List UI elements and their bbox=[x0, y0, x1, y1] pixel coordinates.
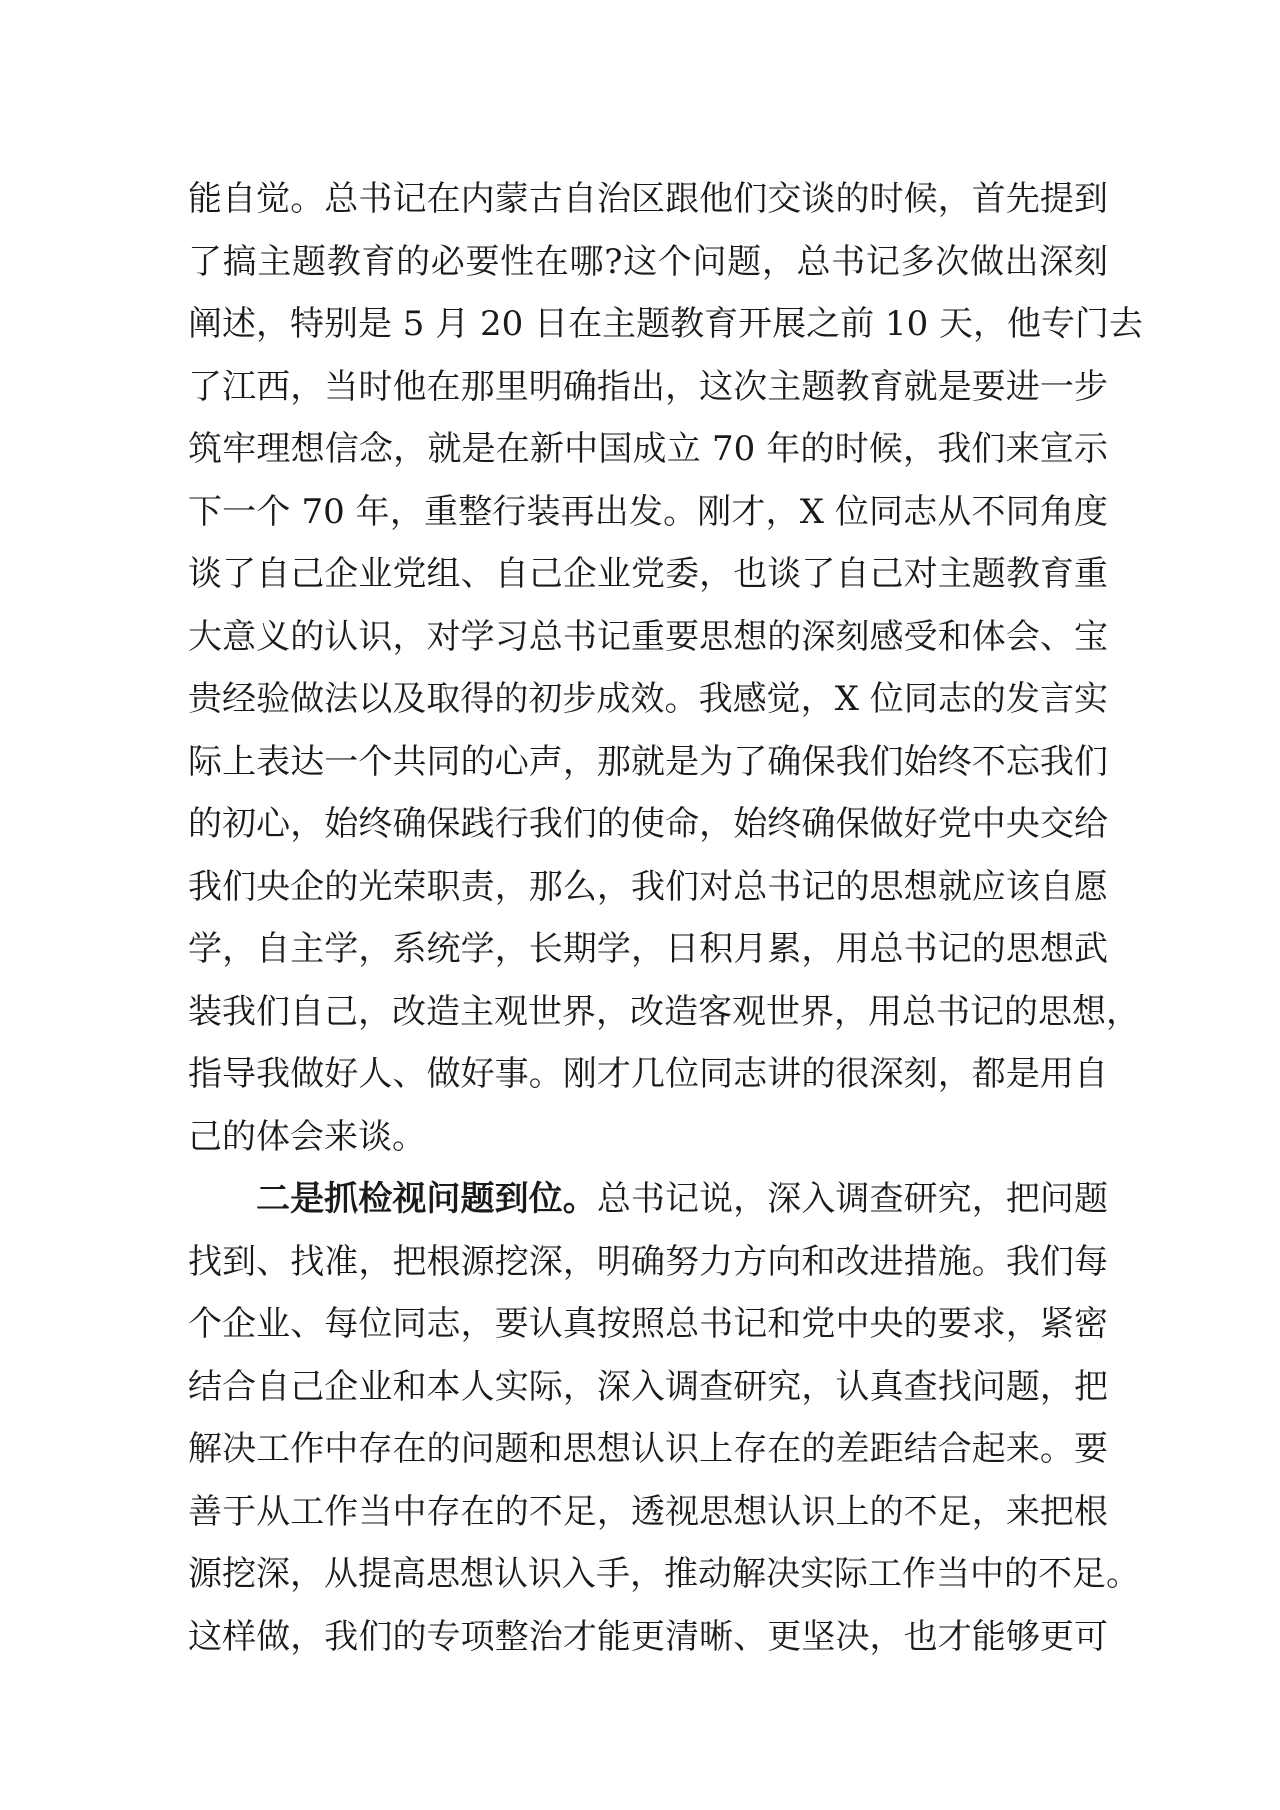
text-line: 我们央企的光荣职责，那么，我们对总书记的思想就应该自愿 bbox=[188, 866, 1108, 907]
text-line: 装我们自己，改造主观世界，改造客观世界，用总书记的思想， bbox=[188, 991, 1140, 1032]
text-line: 下一个 70 年，重整行装再出发。刚才，X 位同志从不同角度 bbox=[188, 491, 1108, 532]
section-heading: 二是抓检视问题到位。 bbox=[256, 1179, 597, 1219]
text-line: 善于从工作当中存在的不足，透视思想认识上的不足，来把根 bbox=[188, 1491, 1108, 1532]
text-line: 大意义的认识，对学习总书记重要思想的深刻感受和体会、宝 bbox=[188, 616, 1108, 657]
text-line: 的初心，始终确保践行我们的使命，始终确保做好党中央交给 bbox=[188, 804, 1108, 844]
text-line: 筑牢理想信念，就是在新中国成立 70 年的时候，我们来宣示 bbox=[188, 429, 1108, 469]
paragraph-first-line bbox=[188, 1168, 1108, 1231]
text-span: 总书记说，深入调查研究，把问题 bbox=[596, 1179, 1109, 1219]
text-line: 源挖深，从提高思想认识入手，推动解决实际工作当中的不足。 bbox=[188, 1554, 1140, 1594]
text-line: 贵经验做法以及取得的初步成效。我感觉，X 位同志的发言实 bbox=[188, 679, 1108, 719]
text-line: 这样做，我们的专项整治才能更清晰、更坚决，也才能够更可 bbox=[188, 1616, 1108, 1657]
text-line: 了搞主题教育的必要性在哪?这个问题，总书记多次做出深刻 bbox=[188, 241, 1108, 282]
text-line: 能自觉。总书记在内蒙古自治区跟他们交谈的时候，首先提到 bbox=[188, 179, 1108, 219]
text-line: 个企业、每位同志，要认真按照总书记和党中央的要求，紧密 bbox=[188, 1304, 1108, 1344]
text-line: 学，自主学，系统学，长期学，日积月累，用总书记的思想武 bbox=[188, 929, 1108, 969]
document-body bbox=[188, 168, 1144, 1668]
text-line: 了江西，当时他在那里明确指出，这次主题教育就是要进一步 bbox=[188, 366, 1108, 407]
text-line: 阐述，特别是 5 月 20 日在主题教育开展之前 10 天，他专门去 bbox=[188, 304, 1144, 344]
text-line: 指导我做好人、做好事。刚才几位同志讲的很深刻，都是用自 bbox=[188, 1054, 1108, 1094]
text-line: 际上表达一个共同的心声，那就是为了确保我们始终不忘我们 bbox=[188, 741, 1108, 782]
text-line: 谈了自己企业党组、自己企业党委，也谈了自己对主题教育重 bbox=[188, 554, 1108, 594]
text-line: 找到、找准，把根源挖深，明确努力方向和改进措施。我们每 bbox=[188, 1241, 1108, 1282]
text-line: 解决工作中存在的问题和思想认识上存在的差距结合起来。要 bbox=[188, 1429, 1108, 1469]
text-line: 己的体会来谈。 bbox=[188, 1116, 426, 1157]
text-line: 结合自己企业和本人实际，深入调查研究，认真查找问题，把 bbox=[188, 1366, 1108, 1407]
